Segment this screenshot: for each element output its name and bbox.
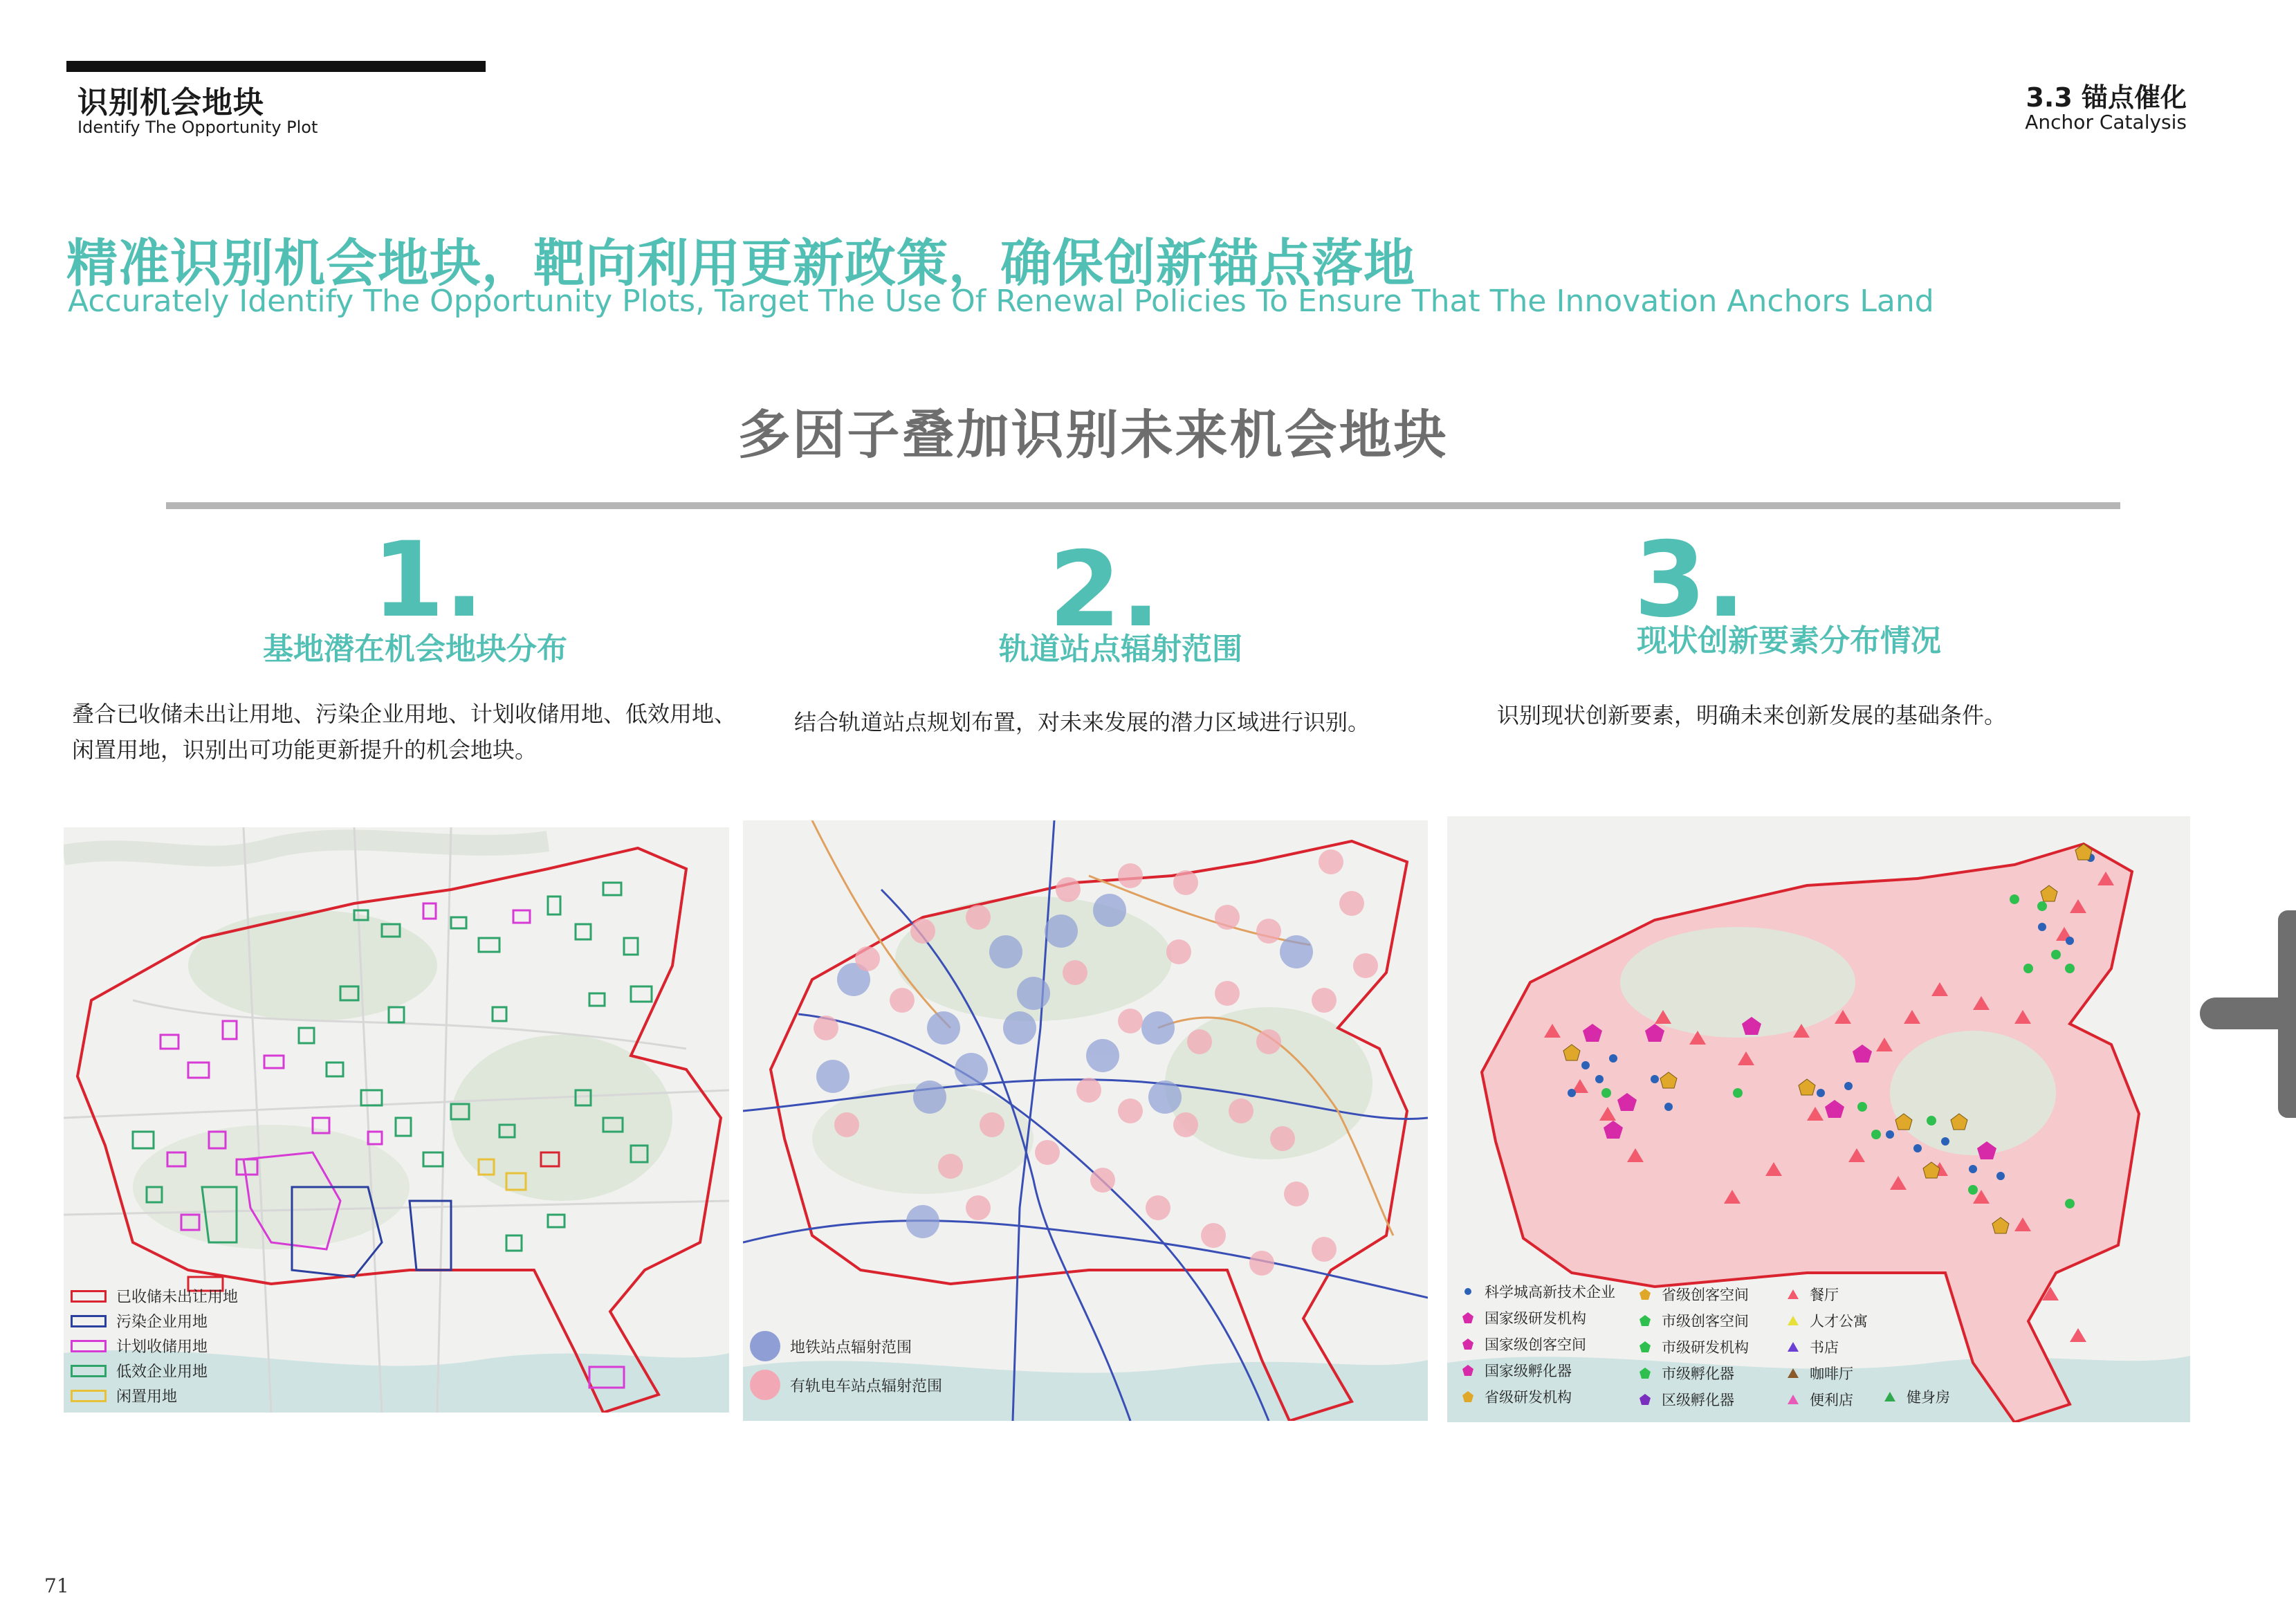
pentagon-icon [1638, 1287, 1652, 1301]
triangle-icon [1786, 1366, 1800, 1380]
legend-label: 健身房 [1907, 1389, 1950, 1406]
legend-label: 餐厅 [1810, 1287, 1839, 1303]
legend-row [750, 1331, 912, 1361]
legend-label: 便利店 [1810, 1392, 1853, 1408]
legend-row [1461, 1307, 1586, 1328]
step-desc-3: 识别现状创新要素，明确未来创新发展的基础条件。 [1497, 702, 2007, 728]
legend-label: 科学城高新技术企业 [1485, 1284, 1615, 1300]
pentagon-icon [1638, 1340, 1652, 1354]
legend-label: 污染企业用地 [116, 1314, 208, 1331]
legend-label: 计划收储用地 [116, 1339, 208, 1356]
step-number-2: 2. [1049, 530, 1161, 650]
map-rail-stations [743, 820, 1428, 1421]
legend-swatch [71, 1290, 107, 1303]
legend-row [1883, 1386, 1950, 1407]
legend-label: 市级创客空间 [1662, 1313, 1749, 1330]
legend-row [1786, 1336, 1839, 1357]
legend-swatch [71, 1390, 107, 1402]
step-title-3: 现状创新要素分布情况 [1637, 623, 1941, 659]
header-rule [66, 61, 486, 72]
metro-station-icon [750, 1331, 780, 1361]
step-title-1: 基地潜在机会地块分布 [263, 632, 567, 667]
step-number-3: 3. [1634, 520, 1746, 641]
dot-icon [1461, 1285, 1475, 1298]
pentagon-icon [1638, 1366, 1652, 1380]
step-desc-2: 结合轨道站点规划布置，对未来发展的潜力区域进行识别。 [794, 709, 1370, 735]
legend-row [71, 1285, 238, 1307]
center-title: 多因子叠加识别未来机会地块 [737, 404, 1449, 466]
triangle-icon [1786, 1392, 1800, 1406]
step-desc-1-line-1: 叠合已收储未出让用地、污染企业用地、计划收储用地、低效用地、 [72, 701, 737, 727]
step-title-2: 轨道站点辐射范围 [999, 632, 1242, 667]
pentagon-icon [1461, 1390, 1475, 1404]
triangle-icon [1786, 1314, 1800, 1327]
section-title: 识别机会地块 [77, 85, 264, 120]
legend-row [1461, 1386, 1572, 1407]
legend-row [1638, 1284, 1749, 1305]
legend-row [71, 1335, 208, 1357]
pentagon-icon [1461, 1363, 1475, 1377]
legend-row [1638, 1363, 1734, 1383]
side-tab-bar [2200, 998, 2296, 1029]
triangle-icon [1786, 1340, 1800, 1354]
legend-row [1461, 1281, 1615, 1302]
legend-swatch [71, 1340, 107, 1352]
legend-label: 地铁站点辐射范围 [790, 1339, 912, 1357]
legend-row [1786, 1363, 1853, 1383]
legend-label: 省级创客空间 [1662, 1287, 1749, 1303]
headline-english: Accurately Identify The Opportunity Plots, Target The Use Of Renewal Policies To Ensure That The Innovation Anchors Land [68, 284, 1934, 319]
legend-row [1638, 1336, 1749, 1357]
legend-label: 低效企业用地 [116, 1363, 208, 1381]
legend-row [750, 1370, 942, 1400]
tram-station-icon [750, 1370, 780, 1400]
legend-row [1638, 1310, 1749, 1331]
legend-label: 国家级研发机构 [1485, 1310, 1586, 1327]
legend-label: 市级孵化器 [1662, 1366, 1734, 1382]
legend-swatch [71, 1315, 107, 1327]
legend-row [71, 1360, 208, 1381]
headline: 精准识别机会地块，靶向利用更新政策，确保创新锚点落地 [66, 234, 1415, 293]
step-desc-1-line-2: 闲置用地，识别出可功能更新提升的机会地块。 [72, 737, 538, 763]
chapter-title: 3.3 锚点催化 [2026, 82, 2187, 113]
step-number-1: 1. [372, 520, 484, 641]
legend-row [1786, 1389, 1853, 1410]
legend-label: 已收储未出让用地 [116, 1289, 239, 1306]
pentagon-icon [1461, 1311, 1475, 1325]
legend-label: 省级研发机构 [1485, 1389, 1572, 1406]
legend-label: 国家级孵化器 [1485, 1363, 1572, 1379]
legend-label: 区级孵化器 [1662, 1392, 1734, 1408]
legend-row [71, 1310, 208, 1332]
pentagon-icon [1638, 1392, 1652, 1406]
legend-label: 有轨电车站点辐射范围 [790, 1377, 943, 1395]
map-innovation-elements [1447, 816, 2190, 1422]
legend-label: 闲置用地 [116, 1388, 178, 1406]
pentagon-icon [1638, 1314, 1652, 1327]
triangle-icon [1786, 1287, 1800, 1301]
legend-row [1461, 1360, 1572, 1381]
map-opportunity-plots [64, 827, 729, 1413]
legend-label: 国家级创客空间 [1485, 1336, 1586, 1353]
legend-row [1638, 1389, 1734, 1410]
chapter-subtitle: Anchor Catalysis [2025, 111, 2187, 134]
legend-label: 人才公寓 [1810, 1313, 1868, 1330]
triangle-icon [1883, 1390, 1897, 1404]
page-number: 71 [44, 1574, 69, 1597]
legend-label: 市级研发机构 [1662, 1339, 1749, 1356]
step-desc-1 [72, 696, 736, 768]
legend-label: 书店 [1810, 1339, 1839, 1356]
divider [166, 502, 2120, 509]
pentagon-icon [1461, 1337, 1475, 1351]
legend-row [1461, 1334, 1586, 1354]
legend-label: 咖啡厅 [1810, 1366, 1853, 1382]
section-subtitle: Identify The Opportunity Plot [77, 118, 318, 137]
legend-swatch [71, 1365, 107, 1377]
legend-row [1786, 1284, 1839, 1305]
legend-row [71, 1385, 177, 1406]
legend-row [1786, 1310, 1868, 1331]
